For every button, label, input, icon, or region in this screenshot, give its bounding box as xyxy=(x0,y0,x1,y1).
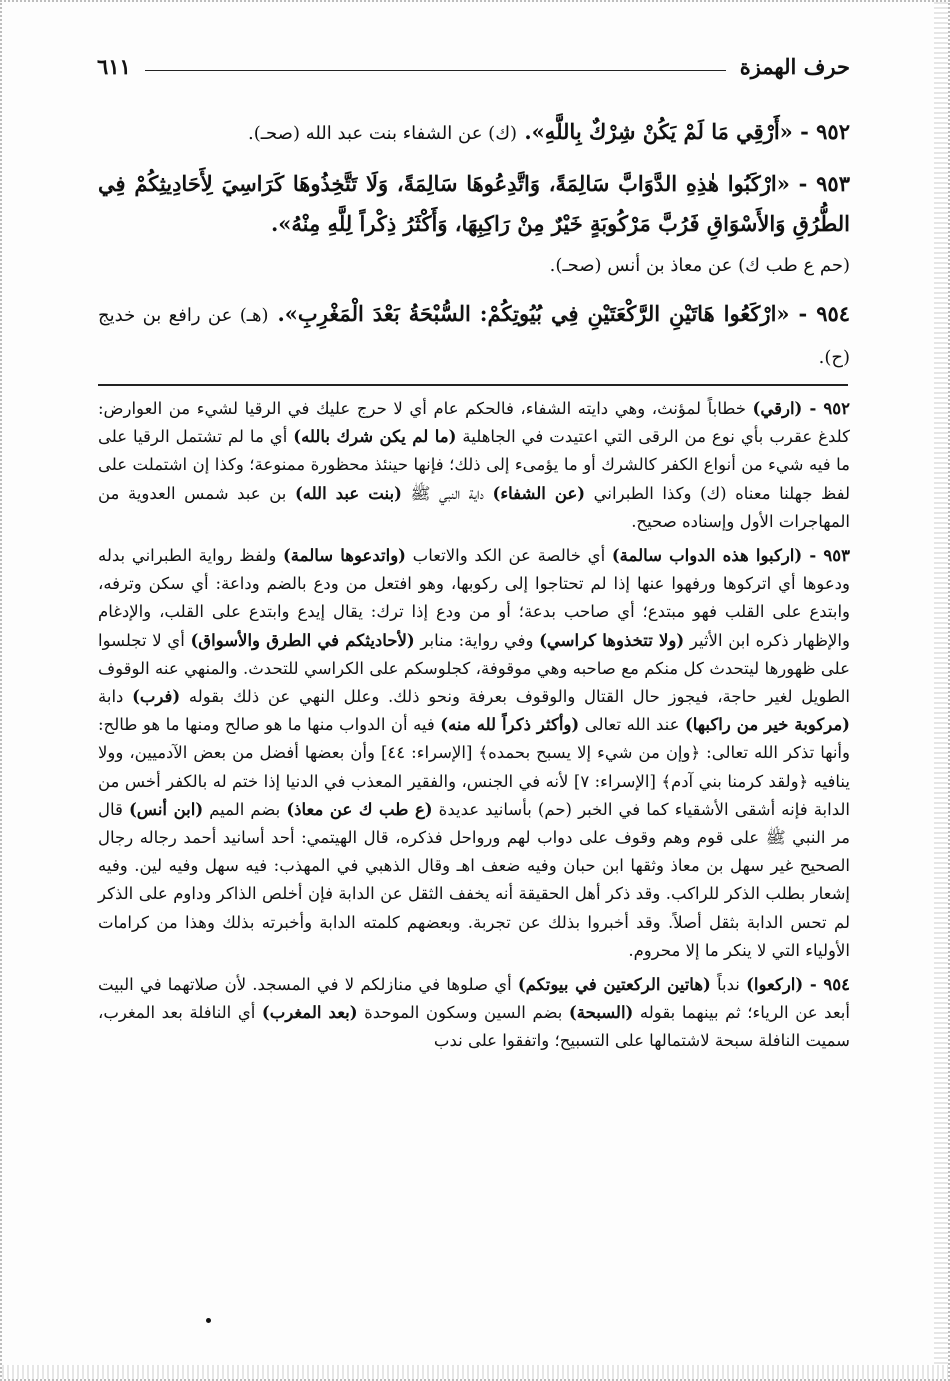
hadith-952 xyxy=(98,112,850,154)
commentary-lead: ٩٥٢ - (ارقي) xyxy=(752,399,850,418)
commentary-lead: ٩٥٤ - (اركعوا) xyxy=(746,975,850,995)
stray-mark xyxy=(206,1318,211,1323)
hadith-text: «ارْكَعُوا هَاتَيْنِ الرَّكْعَتَيْنِ فِي بُيُوتِكُمْ: السُّبْحَةُ بَعْدَ الْمَغْرِبِ». xyxy=(277,301,790,326)
commentary-quote: (لأحاديثكم في الطرق والأسواق) xyxy=(190,630,415,650)
commentary-text: أي صلوها في منازلكم لا في المسجد. لأن صلاتهما في البيت أبعد عن الرياء؛ ثم بينهما بقوله xyxy=(98,975,850,1023)
scan-edge-bottom xyxy=(2,1365,948,1379)
commentary-quote: (بعد المغرب) xyxy=(261,1003,358,1023)
commentary-text: خطاباً لمؤنث، وهي دايته الشفاء، فالحكم عام أي لا حرج عليك في الرقيا لشيء من العوارض: كلدغ عقرب بأي نوع من الرقى التي اعتيدت في الجاهلية xyxy=(98,399,850,447)
commentary-954 xyxy=(98,971,850,1056)
commentary-quote: (ع طب ك عن معاذ) xyxy=(286,799,433,819)
commentary-text: داية النبي ﷺ xyxy=(401,483,493,503)
commentary-953 xyxy=(98,542,850,965)
hadith-text: «أَرْقِي مَا لَمْ يَكُنْ شِرْكٌ بِاللَّهِ». xyxy=(524,119,793,144)
header-rule xyxy=(145,70,726,71)
hadith-number: ٩٥٣ - xyxy=(798,171,850,196)
page-header xyxy=(97,46,850,86)
hadith-number: ٩٥٢ - xyxy=(800,119,850,144)
footnote-divider xyxy=(98,384,848,386)
commentary-quote: (ولا تتخذوها كراسي) xyxy=(539,630,685,650)
hadith-source: (ك) عن الشفاء بنت عبد الله (صحـ). xyxy=(248,123,518,144)
commentary-quote: (فرب) xyxy=(132,687,181,707)
commentary-text: بضم السين وسكون الموحدة xyxy=(357,1003,569,1023)
hadith-source: (هـ) عن رافع بن خديج (ح). xyxy=(98,305,850,368)
commentary-quote: (وأكثر ذكراً لله منه) xyxy=(440,715,580,735)
commentary-quote: (واتدعوها سالمة) xyxy=(283,546,406,566)
commentary-952 xyxy=(98,395,850,536)
commentary-section xyxy=(98,395,850,1062)
hadith-number: ٩٥٤ - xyxy=(798,301,851,326)
hadith-text: «ارْكَبُوا هٰذِهِ الدَّوَابَّ سَالِمَةً، وَاتَّدِعُوهَا سَالِمَةً، وَلَا تَتَّخِذُوهَا كَرَاسِيَ لِأَحَادِيثِكُمْ فِي الطُّرُقِ وَالأَسْوَاقِ فَرُبَّ مَرْكُوبَةٍ خَيْرٌ مِنْ رَاكِبِهَا، وَأَكْثَرُ ذِكْراً لِلَّهِ مِنْهُ». xyxy=(98,171,850,236)
commentary-text: أي ما لم تشتمل الرقيا على ما فيه شيء من أنواع الكفر كالشرك أو ما يؤمىء إلى ذلك؛ فإنها حينئذ محظورة ممنوعة؛ وكذا إن اشتملت على لفظ جهلنا معناه (ك) وكذا الطبراني xyxy=(98,427,850,503)
commentary-text: بضم الميم xyxy=(203,799,287,819)
commentary-text: أي النافلة بعد المغرب، سميت النافلة سبحة لاشتمالها على التسبيح؛ واتفقوا على ندب xyxy=(98,1003,850,1051)
commentary-quote: (ابن أنس) xyxy=(128,799,204,819)
hadith-section xyxy=(98,112,850,388)
commentary-text: أي لا تجلسوا على ظهورها ليتحدث كل منكم مع صاحبه وهي موقوفة، كجلوسكم على الكراسي للتحدث. والمنهي عنه الوقوف الطويل لغير حاجة، فيجوز حال القتال والوقوف بعرفة ونحو ذلك. وعلل النهي عن ذلك بقوله xyxy=(98,630,850,707)
commentary-quote: (هاتين الركعتين في بيوتكم) xyxy=(517,975,711,995)
hadith-source: (حم ع طب ك) عن معاذ بن أنس (صحـ). xyxy=(549,255,850,276)
commentary-text: عند الله تعالى xyxy=(579,715,685,735)
commentary-text: دابة xyxy=(98,687,133,707)
commentary-text: ولفظ رواية الطبراني بدله ودعوها أي اتركوها ورفهوا عنها إذا لم تحتاجوا إلى ركوبها، وهو افتعل من ودع بالضم وداعة: أي سكن وترفه، وابتدع على القلب فهو مبتدع؛ أي صاحب بدعة؛ أو من ودع إذا ترك: يقال إيدع وابتدع على القلب، والإدغام والإظهار ذكره ابن الأثير xyxy=(98,546,850,650)
commentary-quote: (السبحة) xyxy=(568,1003,634,1023)
commentary-quote: (بنت عبد الله) xyxy=(294,483,402,503)
commentary-lead: ٩٥٣ - (اركبوا هذه الدواب سالمة) xyxy=(611,546,850,566)
commentary-quote: (ما لم يكن شرك بالله) xyxy=(293,427,457,447)
hadith-953 xyxy=(98,164,850,284)
scan-edge-right xyxy=(934,2,948,1379)
page-number: ٦١١ xyxy=(97,53,131,79)
commentary-text: أي خالصة عن الكد والاتعاب xyxy=(405,546,612,566)
commentary-text: وفي رواية: منابر xyxy=(414,630,540,650)
commentary-text: فيه أن الدواب منها ما هو صالح ومنها ما هو طالح: وأنها تذكر الله تعالى: ﴿وإن من شيء إلا يسبح بحمده﴾ [الإسراء: ٤٤] وأن بعضها أفضل من بعض الآدميين، وولا ينافيه ﴿ولقد كرمنا بني آدم﴾ [الإسراء: ٧] لأنه في الجنس، والفقير المعذب في الدنيا إذا ختم له بالكفر أخس من الدابة فإنه أشقى الأشقياء كما في الخبر (حم) بأسانيد عديدة xyxy=(98,715,850,819)
commentary-text: بن عبد شمس العدوية من المهاجرات الأول وإسناده صحيح. xyxy=(98,483,850,531)
commentary-quote: (عن الشفاء) xyxy=(492,483,586,503)
commentary-quote: (مركوبة خير من راكبها) xyxy=(684,715,850,735)
commentary-text: قال مر النبي ﷺ على قوم وهم وقوف على دواب لهم ورواحل فذكره، قال الهيتمي: أحد أسانيد أحمد رجاله رجال الصحيح غير سهل بن معاذ وثقها ابن حبان وفيه ضعف اهـ وقال الذهبي في المهذب: فيه سهل وفيه لين. وفيه إشعار بطلب الذكر للراكب. وقد ذكر أهل الحقيقة أنه يخفف الثقل عن الدابة فإن أخلص الذاكر وداوم على الذكر لم تحس الدابة بثقل أصلاً. وقد أخبروا بذلك عن تجربة. وبعضهم كلمته الدابة وأخبرته بذلك وهذا من كرامات الأولياء التي لا ينكر ما إلا محروم. xyxy=(98,799,850,960)
hadith-954 xyxy=(98,294,850,378)
chapter-title: حرف الهمزة xyxy=(739,53,850,79)
commentary-text: ندباً xyxy=(710,975,747,995)
